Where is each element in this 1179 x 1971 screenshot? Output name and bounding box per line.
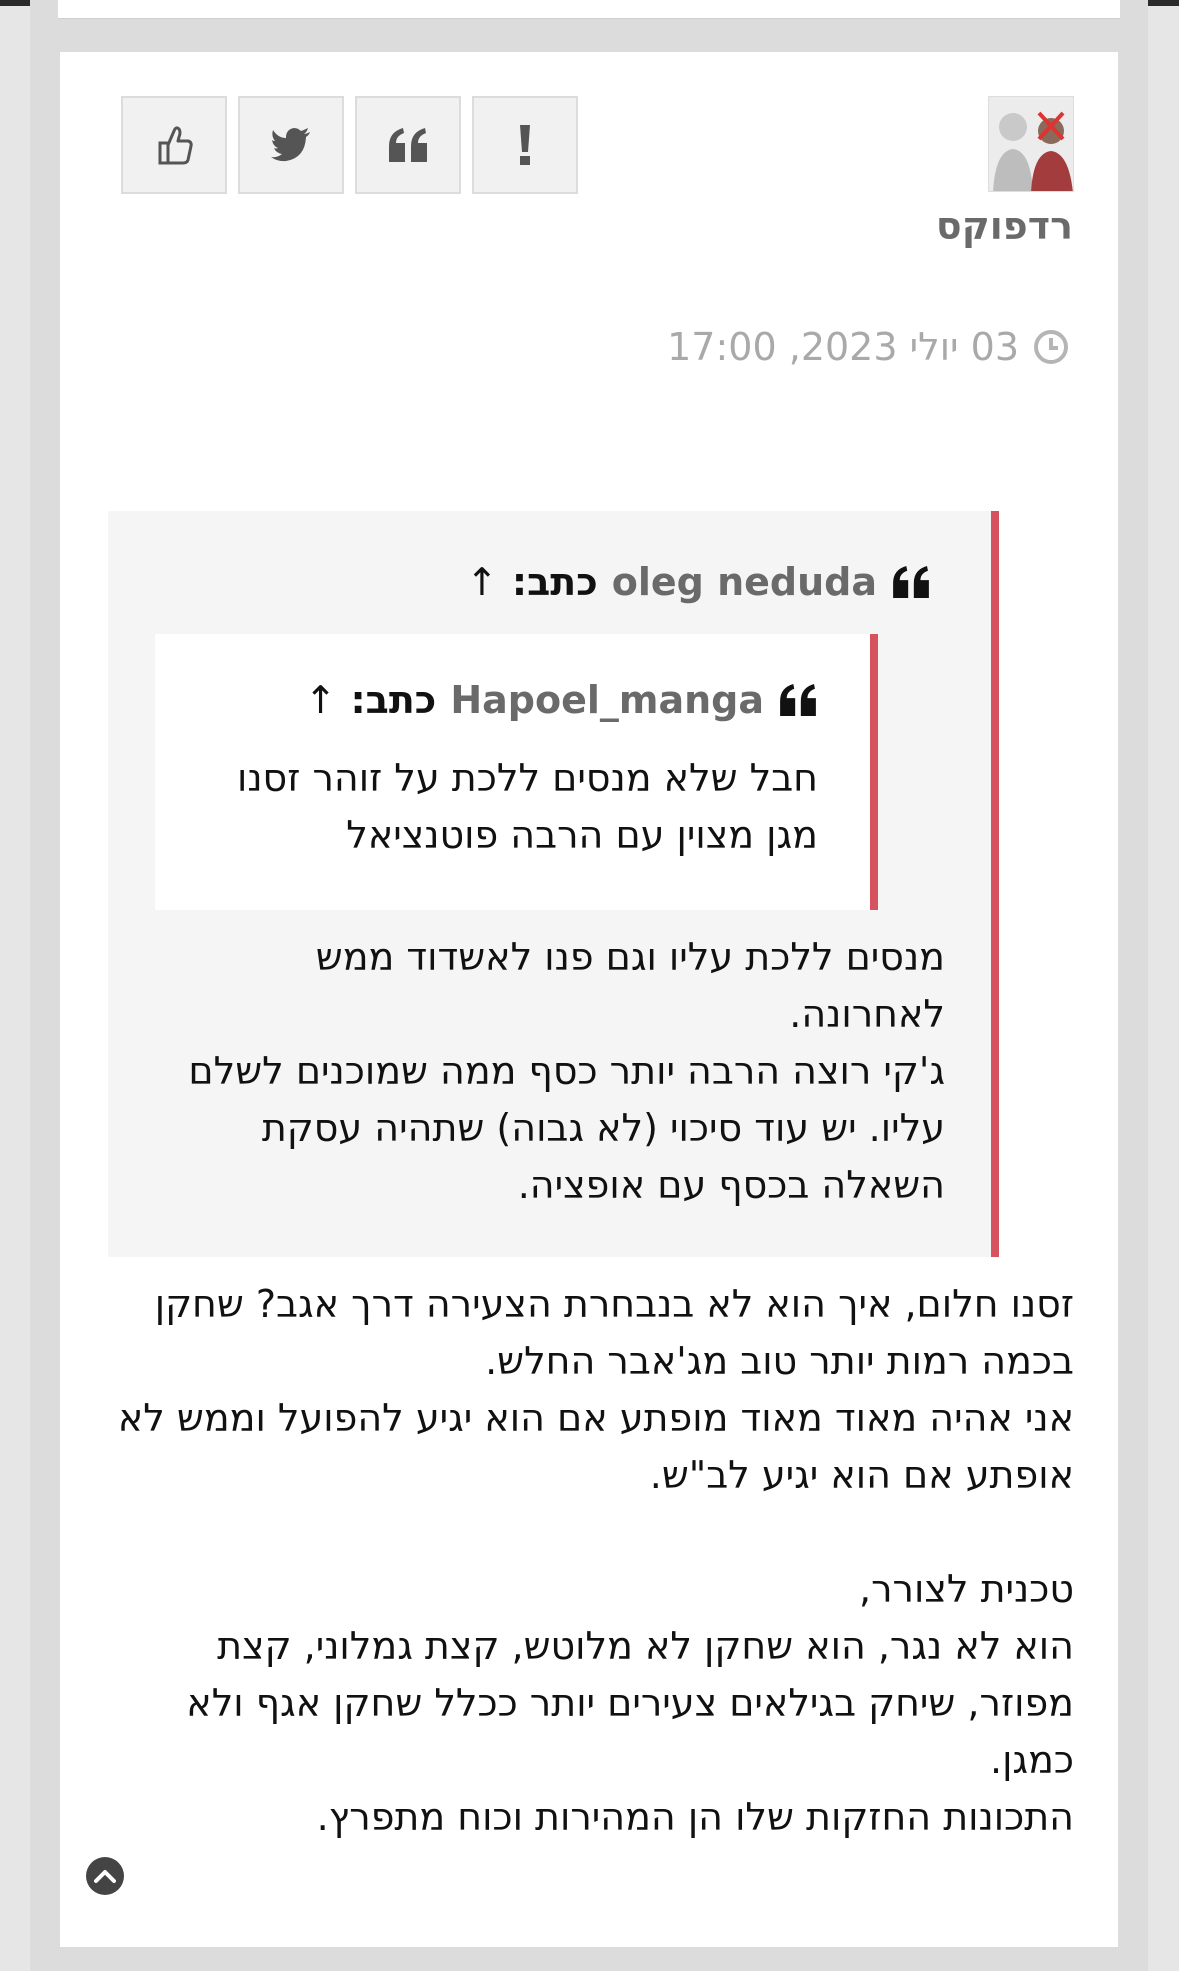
- twitter-share-button[interactable]: [238, 96, 344, 194]
- text-line: השאלה בכסף עם אופציה.: [517, 1163, 945, 1207]
- avatar: [988, 96, 1074, 192]
- text-line: לאחרונה.: [789, 992, 945, 1036]
- inner-quote-jump-link[interactable]: ↑: [304, 678, 337, 722]
- text-line: חבל שלא מנסים ללכת על זוהר זסנו: [236, 756, 818, 800]
- text-line: טכנית לצורר,: [859, 1567, 1074, 1611]
- text-line: אני אהיה מאוד מאוד מופתע אם הוא יגיע להפועל וממש לא: [117, 1396, 1074, 1440]
- text-line: מנסים ללכת עליו וגם פנו לאשדוד ממש: [315, 935, 945, 979]
- clock-icon: [1033, 329, 1069, 365]
- outer-quote: [108, 511, 999, 1257]
- text-line: עליו. יש עוד סיכוי (לא גבוה) שתהיה עסקת: [261, 1106, 945, 1150]
- thumbs-up-icon: [154, 123, 194, 167]
- quote-icon: [778, 684, 818, 716]
- exclamation-icon: [518, 125, 532, 165]
- outer-quote-header: [466, 560, 931, 604]
- text-line: ג'קי רוצה הרבה יותר כסף ממה שמוכנים לשלם: [188, 1049, 945, 1093]
- quote-icon: [891, 566, 931, 598]
- outer-quote-author[interactable]: oleg neduda: [611, 560, 877, 604]
- date-text: 03 יולי 2023, 17:00: [667, 325, 1019, 369]
- blank-line: [94, 1504, 1074, 1561]
- post-body: [94, 1276, 1074, 1846]
- text-line: בכמה רמות יותר טוב מג'אבר החלש.: [485, 1339, 1074, 1383]
- author-name[interactable]: רדפוקס: [935, 204, 1073, 248]
- text-line: זסנו חלום, איך הוא לא בנבחרת הצעירה דרך אגב? שחקן: [154, 1282, 1074, 1326]
- inner-quote: [155, 634, 878, 910]
- text-line: מגן מצוין עם הרבה פוטנציאל: [346, 813, 818, 857]
- chevron-up-icon: [94, 1868, 116, 1884]
- quote-icon: [387, 128, 429, 162]
- text-line: התכונות החזקות שלו הן המהירות וכוח מתפרץ.: [316, 1795, 1074, 1839]
- post-date: [667, 325, 1069, 369]
- previous-post-edge: [58, 0, 1120, 19]
- outer-quote-wrote-label: כתב:: [511, 560, 598, 604]
- inner-quote-text: [178, 750, 818, 864]
- text-line: אופתע אם הוא יגיע לב"ש.: [649, 1453, 1074, 1497]
- text-line: הוא לא נגר, הוא שחקן לא מלוטש, קצת גמלוני, קצת: [217, 1624, 1074, 1668]
- like-button[interactable]: [121, 96, 227, 194]
- text-line: מפוזר, שיחק בגילאים צעירים יותר ככלל שחקן אגף ולא: [186, 1681, 1074, 1725]
- inner-quote-wrote-label: כתב:: [350, 678, 437, 722]
- text-line: כמגן.: [990, 1738, 1074, 1782]
- inner-quote-author[interactable]: Hapoel_manga: [450, 678, 764, 722]
- inner-quote-header: [305, 678, 818, 722]
- twitter-icon: [271, 128, 311, 162]
- scroll-to-top-button[interactable]: [86, 1857, 124, 1895]
- outer-quote-text: [155, 929, 945, 1214]
- quote-button[interactable]: [355, 96, 461, 194]
- report-button[interactable]: [472, 96, 578, 194]
- outer-quote-jump-link[interactable]: ↑: [466, 560, 498, 604]
